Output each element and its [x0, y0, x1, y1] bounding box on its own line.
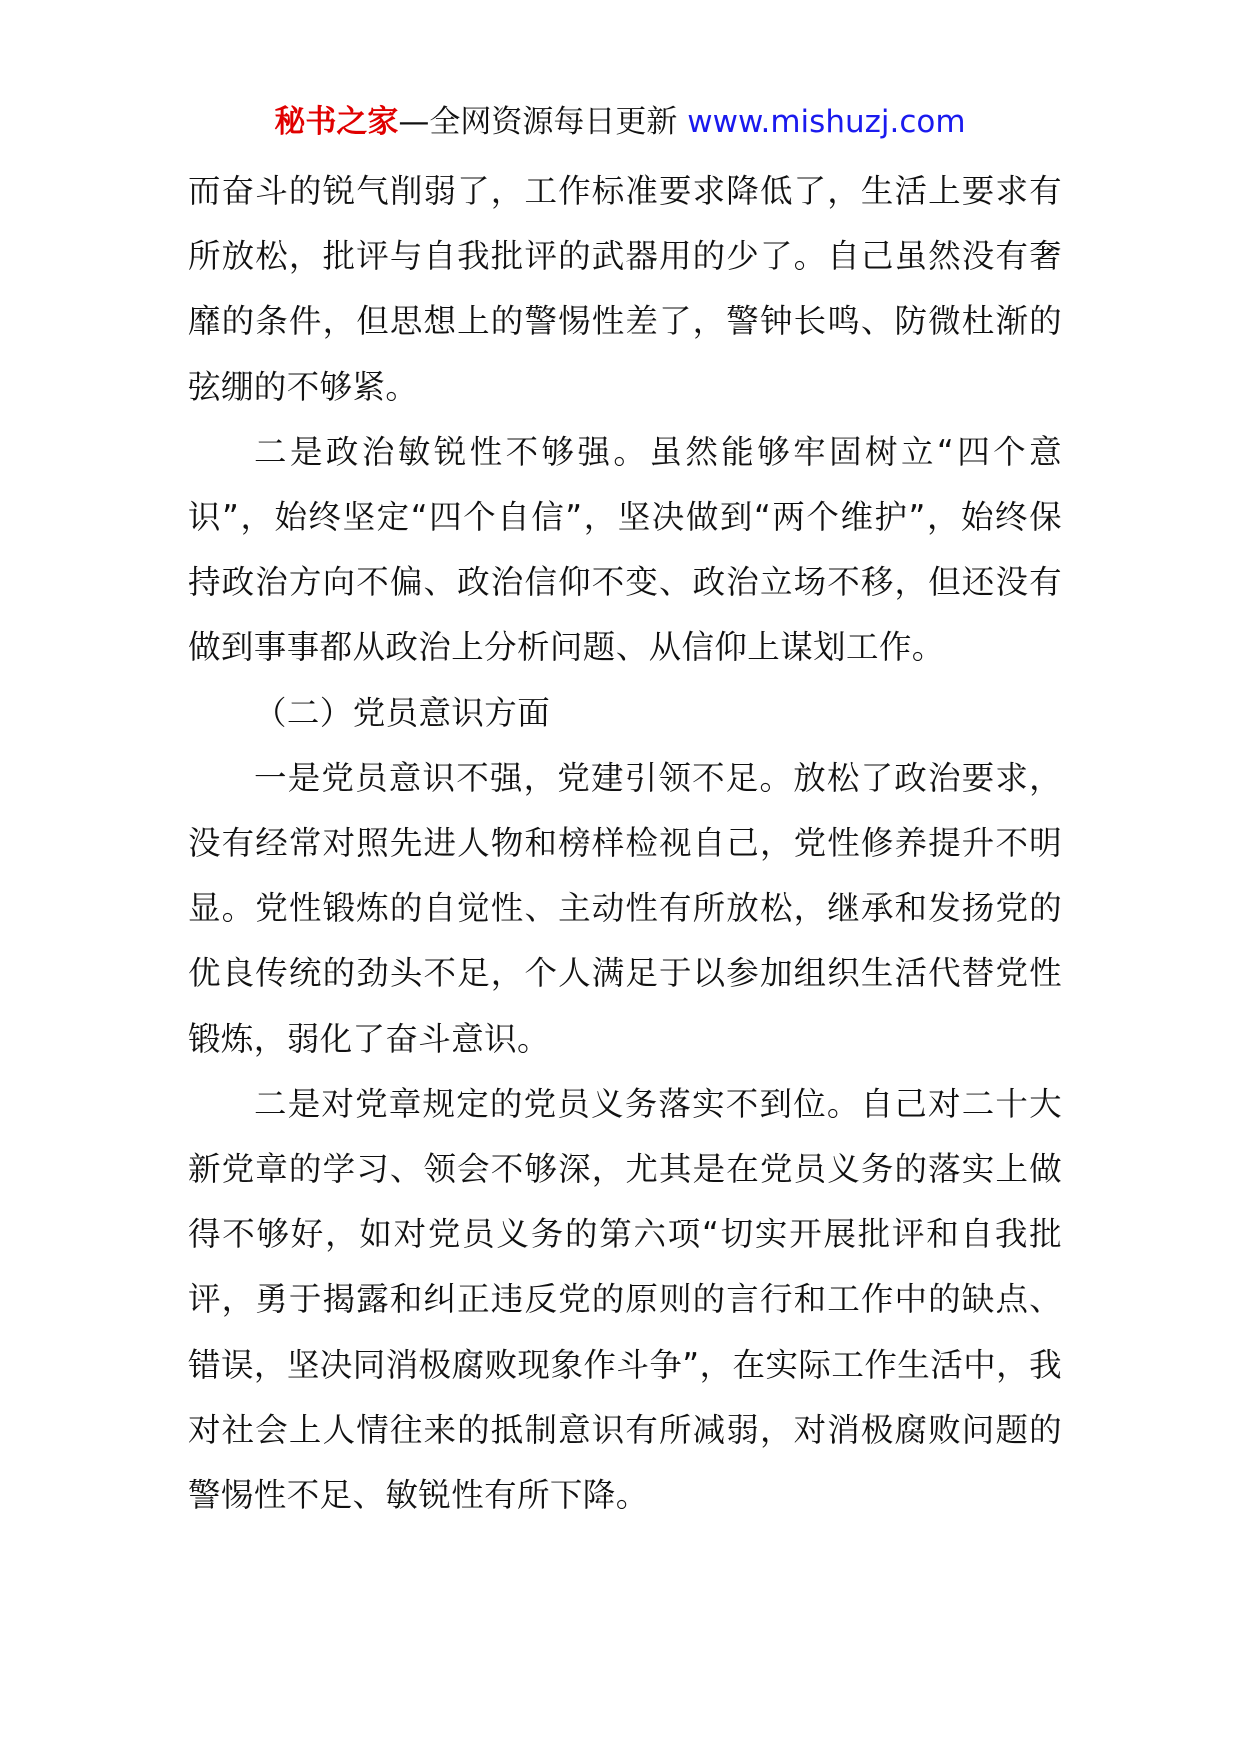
paragraph-continuation: 而奋斗的锐气削弱了，工作标准要求降低了，生活上要求有所放松，批评与自我批评的武器用的少了。自己虽然没有奢靡的条件，但思想上的警惕性差了，警钟长鸣、防微杜渐的弦绷的不够紧。 [188, 172, 1062, 406]
paragraph-party-awareness: 一是党员意识不强，党建引领不足。放松了政治要求，没有经常对照先进人物和榜样检视自己，党性修养提升不明显。党性锻炼的自觉性、主动性有所放松，继承和发扬党的优良传统的劲头不足，个人满足于以参加组织生活代替党性锻炼，弱化了奋斗意识。 [188, 758, 1062, 1058]
brand-name: 秘书之家 [274, 104, 399, 140]
site-header [0, 100, 1240, 144]
header-tagline: —全网资源每日更新 [398, 104, 678, 140]
site-url[interactable]: www.mishuzj.com [687, 104, 966, 140]
document-body [188, 159, 1062, 1528]
section-heading-party-awareness: （二）党员意识方面 [254, 693, 551, 732]
paragraph-party-obligations: 二是对党章规定的党员义务落实不到位。自己对二十大新党章的学习、领会不够深，尤其是在党员义务的落实上做得不够好，如对党员义务的第六项“切实开展批评和自我批评，勇于揭露和纠正违反党的原则的言行和工作中的缺点、错误，坚决同消极腐败现象作斗争”，在实际工作生活中，我对社会上人情往来的抵制意识有所减弱，对消极腐败问题的警惕性不足、敏锐性有所下降。 [188, 1084, 1062, 1515]
paragraph-political-sensitivity: 二是政治敏锐性不够强。虽然能够牢固树立“四个意识”，始终坚定“四个自信”，坚决做到“两个维护”，始终保持政治方向不偏、政治信仰不变、政治立场不移，但还没有做到事事都从政治上分析问题、从信仰上谋划工作。 [188, 432, 1062, 667]
